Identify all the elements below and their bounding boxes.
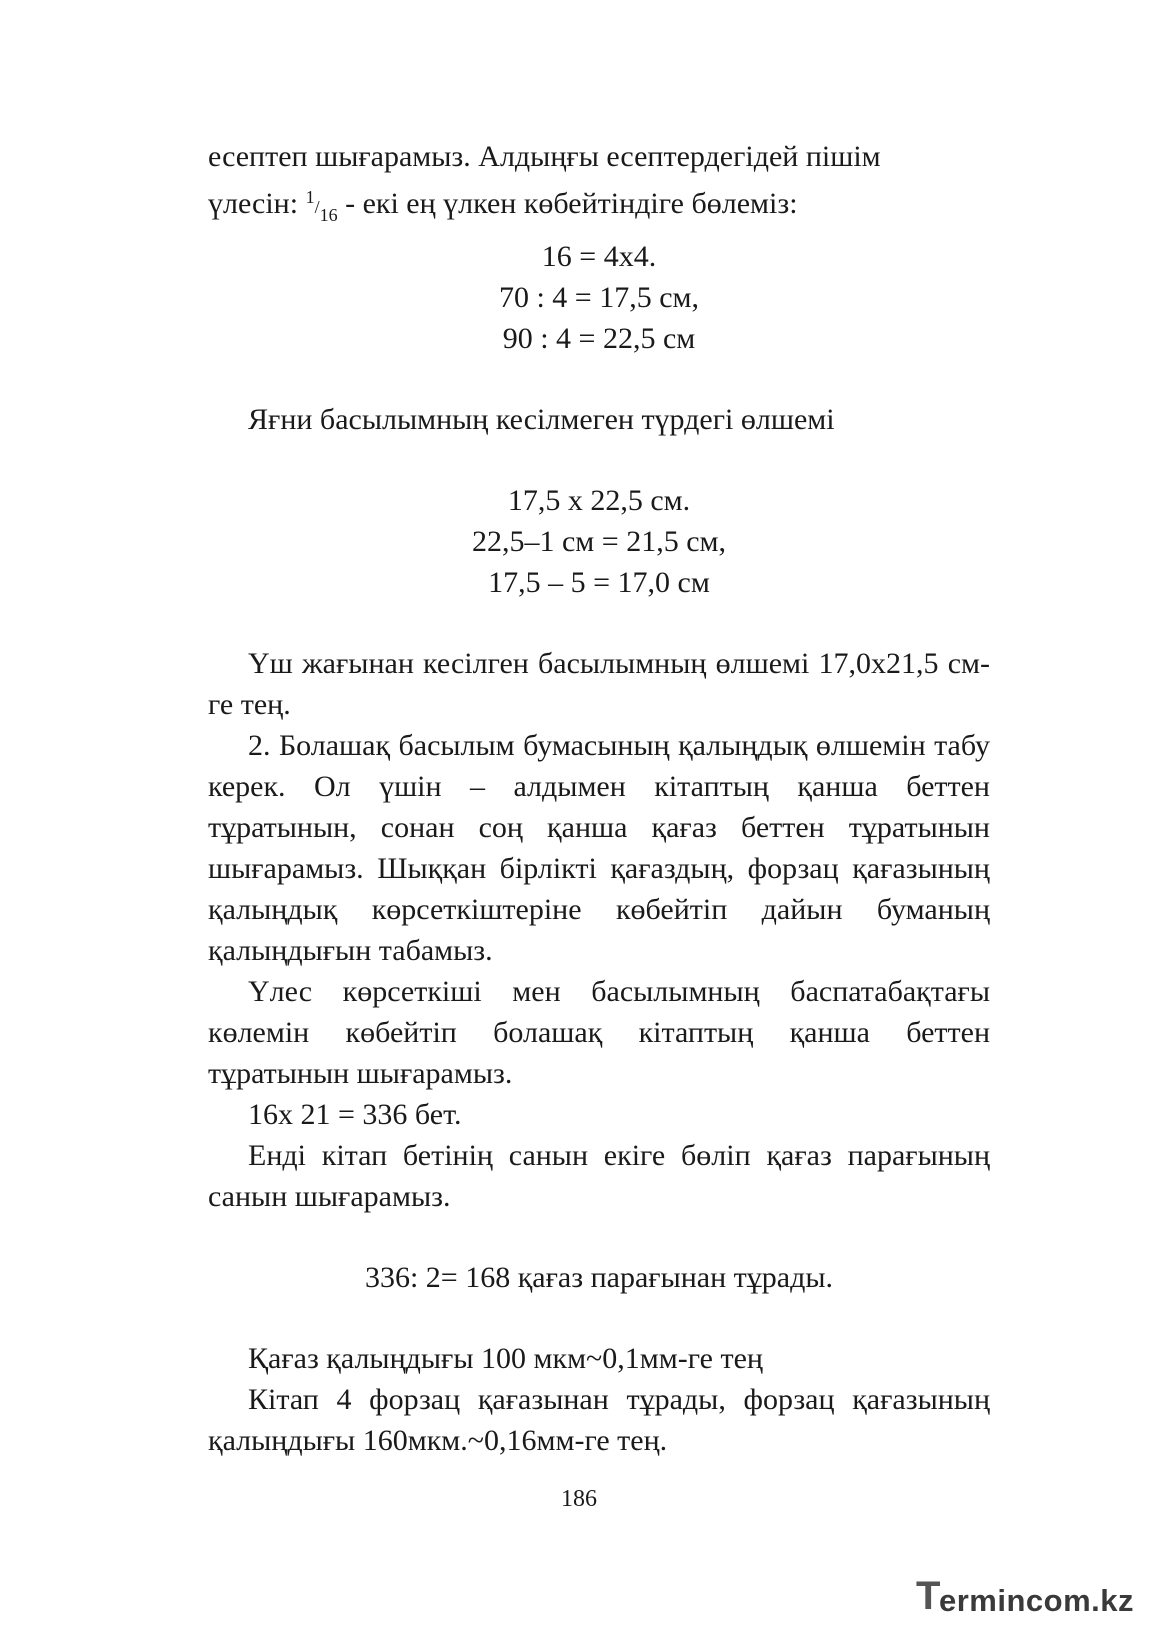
equation-1: 16 = 4х4.	[541, 240, 657, 273]
paragraph-1	[208, 136, 990, 236]
logo-letter: T	[916, 1574, 941, 1618]
site-logo	[916, 1574, 1134, 1619]
equation-7: 336: 2= 168 қағаз парағынан тұрады.	[364, 1261, 834, 1294]
paragraph-1-line-1: есептеп шығарамыз. Алдыңғы есептердегідей пішім	[208, 140, 881, 173]
equation-3: 90 : 4 = 22,5 см	[502, 322, 696, 355]
paragraph-6: 16х 21 = 336 бет.	[248, 1098, 462, 1131]
equation-6: 17,5 – 5 = 17,0 см	[488, 566, 710, 599]
paragraph-9: Кітап 4 форзац қағазынан тұрады, форзац қағазының қалыңдығы 160мкм.~0,16мм-ге тең.	[208, 1383, 990, 1457]
paragraph-2: Яғни басылымның кесілмеген түрдегі өлшемі	[248, 403, 835, 436]
paragraph-5: Үлес көрсеткіші мен басылымның баспатабақтағы көлемін көбейтіп болашақ кітаптың қанша беттен тұратынын шығарамыз.	[208, 975, 990, 1090]
fraction-denominator: 16	[319, 205, 338, 225]
equation-5: 22,5–1 см = 21,5 см,	[471, 525, 727, 558]
fraction	[305, 187, 338, 225]
equation-4: 17,5 х 22,5 см.	[507, 484, 691, 517]
page-number: 186	[561, 1486, 597, 1512]
equation-2: 70 : 4 = 17,5 см,	[498, 281, 700, 314]
paragraph-1-line-2-end: - екі ең үлкен көбейтіндіге бөлеміз:	[337, 187, 798, 220]
paragraph-8: Қағаз қалыңдығы 100 мкм~0,1мм-ге тең	[248, 1342, 763, 1375]
logo-text: ermincom.kz	[938, 1583, 1134, 1618]
fraction-numerator: 1	[305, 187, 315, 207]
paragraph-7: Енді кітап бетінің санын екіге бөліп қағаз парағының санын шығарамыз.	[208, 1139, 990, 1213]
paragraph-1-line-2-start: үлесін:	[208, 187, 306, 220]
paragraph-3: Үш жағынан кесілген басылымның өлшемі 17,0х21,5 см-ге тең.	[208, 647, 990, 721]
page-body	[208, 136, 990, 1461]
fraction-separator: /	[314, 197, 320, 217]
paragraph-4: 2. Болашақ басылым бумасының қалыңдық өлшемін табу керек. Ол үшін – алдымен кітаптың қанша беттен тұратынын, сонан соң қанша қағаз беттен тұратынын шығарамыз. Шыққан бірлікті қағаздың, форзац қағазының қалыңдық көрсеткіштеріне көбейтіп дайын буманың қалыңдығын табамыз.	[208, 729, 990, 967]
